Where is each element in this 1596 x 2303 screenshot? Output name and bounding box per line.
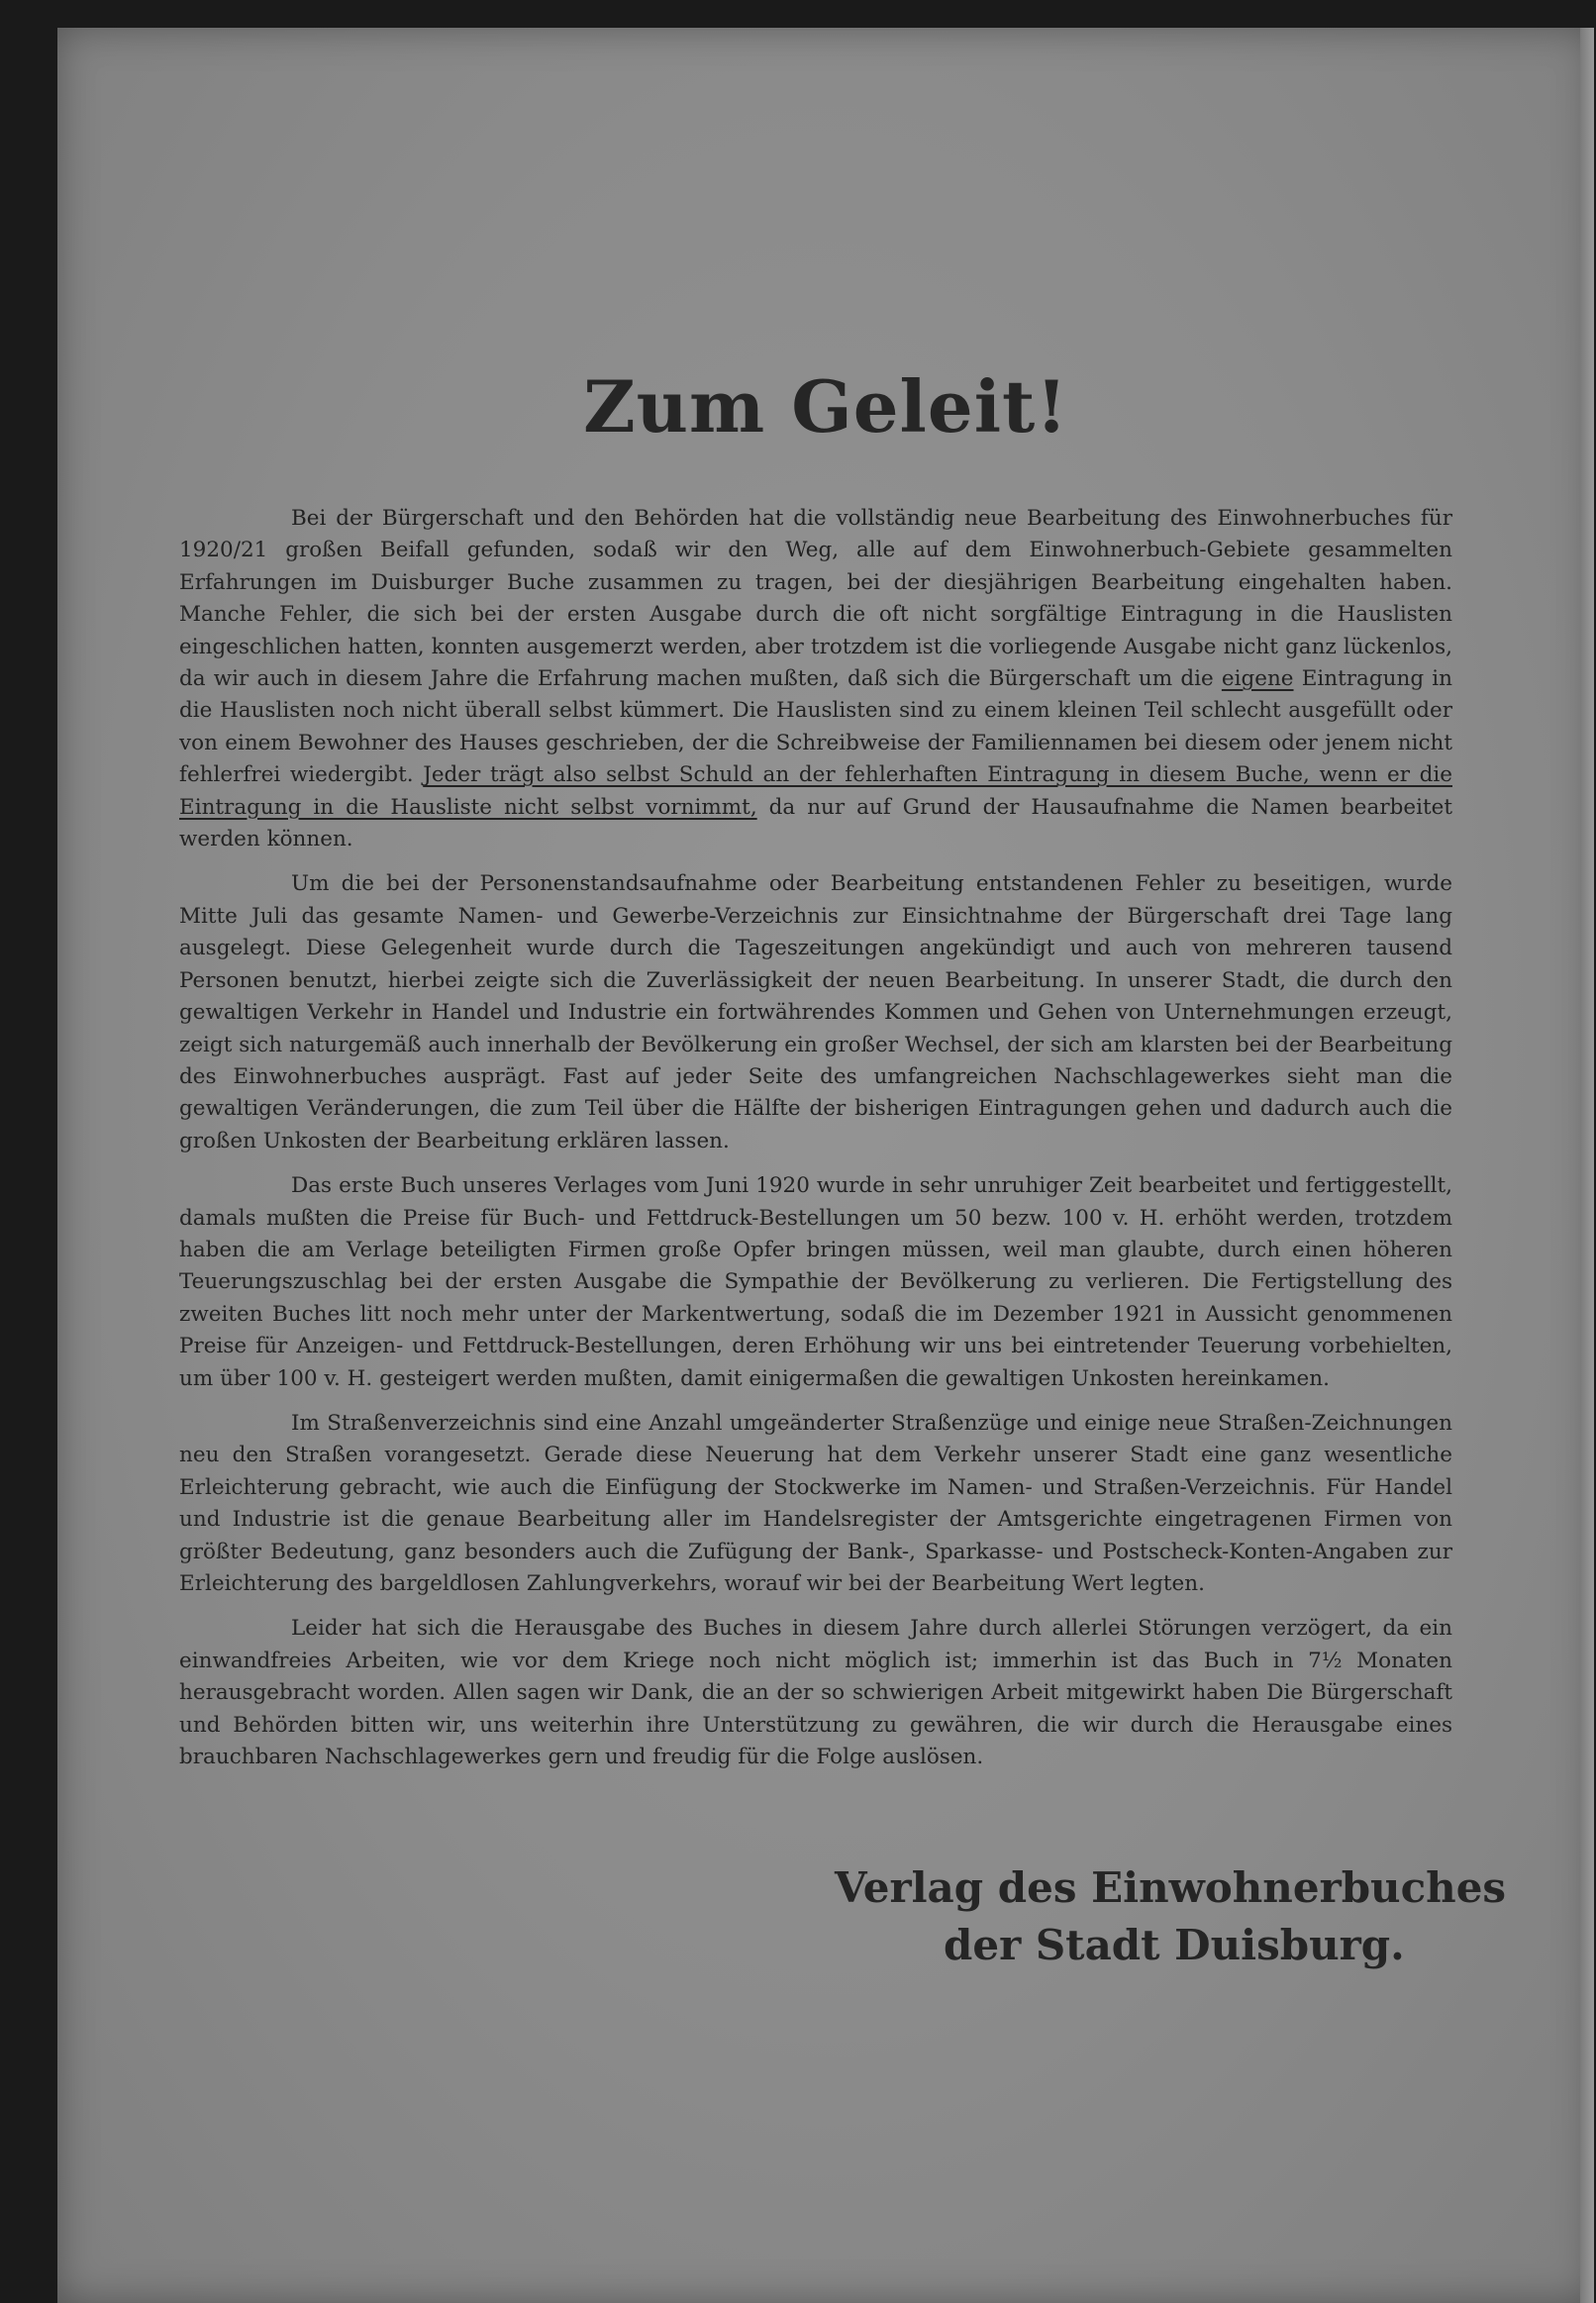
paragraph-5: Leider hat sich die Herausgabe des Buches in diesem Jahre durch allerlei Störungen verzögert, da ein einwandfreies Arbeiten, wie vor dem Kriege noch nicht möglich ist; immerhin ist das Buch in 7½ Monaten herausgebracht worden. Allen sagen wir Dank, die an der so schwierigen Arbeit mitgewirkt haben Die Bürgerschaft und Behörden bitten wir, uns weiterhin ihre Unterstützung zu gewähren, die wir durch die Herausgabe eines brauchbaren Nachschlagewerkes gern und freudig für die Folge auslösen. <box>179 1616 1452 1770</box>
paragraph-1-part-3: da nur auf Grund der Hausaufnahme die Namen bearbeitet werden können. <box>179 794 1452 852</box>
paragraph-1 <box>179 503 1452 855</box>
publisher-signature <box>750 1859 1562 1974</box>
page-title: Zum Geleit! <box>583 364 1068 449</box>
paragraph-2: Um die bei der Personenstandsaufnahme oder Bearbeitung entstandenen Fehler zu beseitigen, wurde Mitte Juli das gesamte Namen- und Gewerbe-Verzeichnis zur Einsichtnahme der Bürgerschaft drei Tage lang ausgelegt. Diese Gelegenheit wurde durch die Tageszeitungen angekündigt und auch von mehreren tausend Personen benutzt, hierbei zeigte sich die Zuverlässigkeit der neuen Bearbeitung. In unserer Stadt, die durch den gewaltigen Verkehr in Handel und Industrie ein fortwährendes Kommen und Gehen von Unternehmungen erzeugt, zeigt sich naturgemäß auch innerhalb der Bevölkerung ein großer Wechsel, der sich am klarsten bei der Bearbeitung des Einwohnerbuches ausprägt. Fast auf jeder Seite des umfangreichen Nachschlagewerkes sieht man die gewaltigen Veränderungen, die zum Teil über die Hälfte der bisherigen Eintragungen gehen und dadurch auch die großen Unkosten der Bearbeitung erklären lassen. <box>179 871 1452 1153</box>
paragraph-4: Im Straßenverzeichnis sind eine Anzahl umgeänderter Straßenzüge und einige neue Straßen-Zeichnungen neu den Straßen vorangesetzt. Gerade diese Neuerung hat dem Verkehr unserer Stadt eine ganz wesentliche Erleichterung gebracht, wie auch die Einfügung der Stockwerke im Namen- und Straßen-Verzeichnis. Für Handel und Industrie ist die genaue Bearbeitung aller im Handelsregister der Amtsgerichte eingetragenen Firmen von größter Bedeutung, ganz besonders auch die Zufügung der Bank-, Sparkasse- und Postscheck-Konten-Angaben zur Erleichterung des bargeldlosen Zahlungverkehrs, worauf wir bei der Bearbeitung Wert legten. <box>179 1410 1452 1596</box>
signature-line-2: der Stadt Duisburg. <box>944 1921 1405 1969</box>
scanned-page <box>57 28 1594 2303</box>
underlined-word-eigene: eigene <box>1221 666 1294 692</box>
underlined-sentence: Jeder trägt also selbst Schuld an der fehlerhaften Eintragung in diesem Buche, wenn er die Eintragung in die Hausliste nicht selbst vornimmt, <box>179 762 1452 820</box>
signature-line-1: Verlag des Einwohnerbuches <box>835 1863 1507 1912</box>
paragraph-3: Das erste Buch unseres Verlages vom Juni 1920 wurde in sehr unruhiger Zeit bearbeitet und fertiggestellt, damals mußten die Preise für Buch- und Fettdruck-Bestellungen um 50 bezw. 100 v. H. erhöht werden, trotzdem haben die am Verlage beteiligten Firmen große Opfer bringen müssen, weil man glaubte, durch einen höheren Teuerungszuschlag bei der ersten Ausgabe die Sympathie der Bevölkerung zu verlieren. Die Fertigstellung des zweiten Buches litt noch mehr unter der Markentwertung, sodaß die im Dezember 1921 in Aussicht genommenen Preise für Anzeigen- und Fettdruck-Bestellungen, deren Erhöhung wir uns bei eintretender Teuerung vorbehielten, um über 100 v. H. gesteigert werden mußten, damit einigermaßen die gewaltigen Unkosten hereinkamen. <box>179 1173 1452 1391</box>
body-text <box>179 503 1452 1786</box>
paragraph-1-part-2: Eintragung in die Hauslisten noch nicht überall selbst kümmert. Die Hauslisten sind zu einem kleinen Teil schlecht ausgefüllt oder von einem Bewohner des Hauses geschrieben, der die Schreibweise der Familiennamen bei diesem oder jenem nicht fehlerfrei wiedergibt. <box>179 666 1452 788</box>
paragraph-1-part-1: Bei der Bürgerschaft und den Behörden hat die vollständig neue Bearbeitung des Einwohnerbuches für 1920/21 großen Beifall gefunden, sodaß wir den Weg, alle auf dem Einwohnerbuch-Gebiete gesammelten Erfahrungen im Duisburger Buche zusammen zu tragen, bei der diesjährigen Bearbeitung eingehalten haben. Manche Fehler, die sich bei der ersten Ausgabe durch die oft nicht sorgfältige Eintragung in die Hauslisten eingeschlichen hatten, konnten ausgemerzt werden, aber trotzdem ist die vorliegende Ausgabe nicht ganz lückenlos, da wir auch in diesem Jahre die Erfahrung machen mußten, daß sich die Bürgerschaft um die <box>179 506 1452 692</box>
